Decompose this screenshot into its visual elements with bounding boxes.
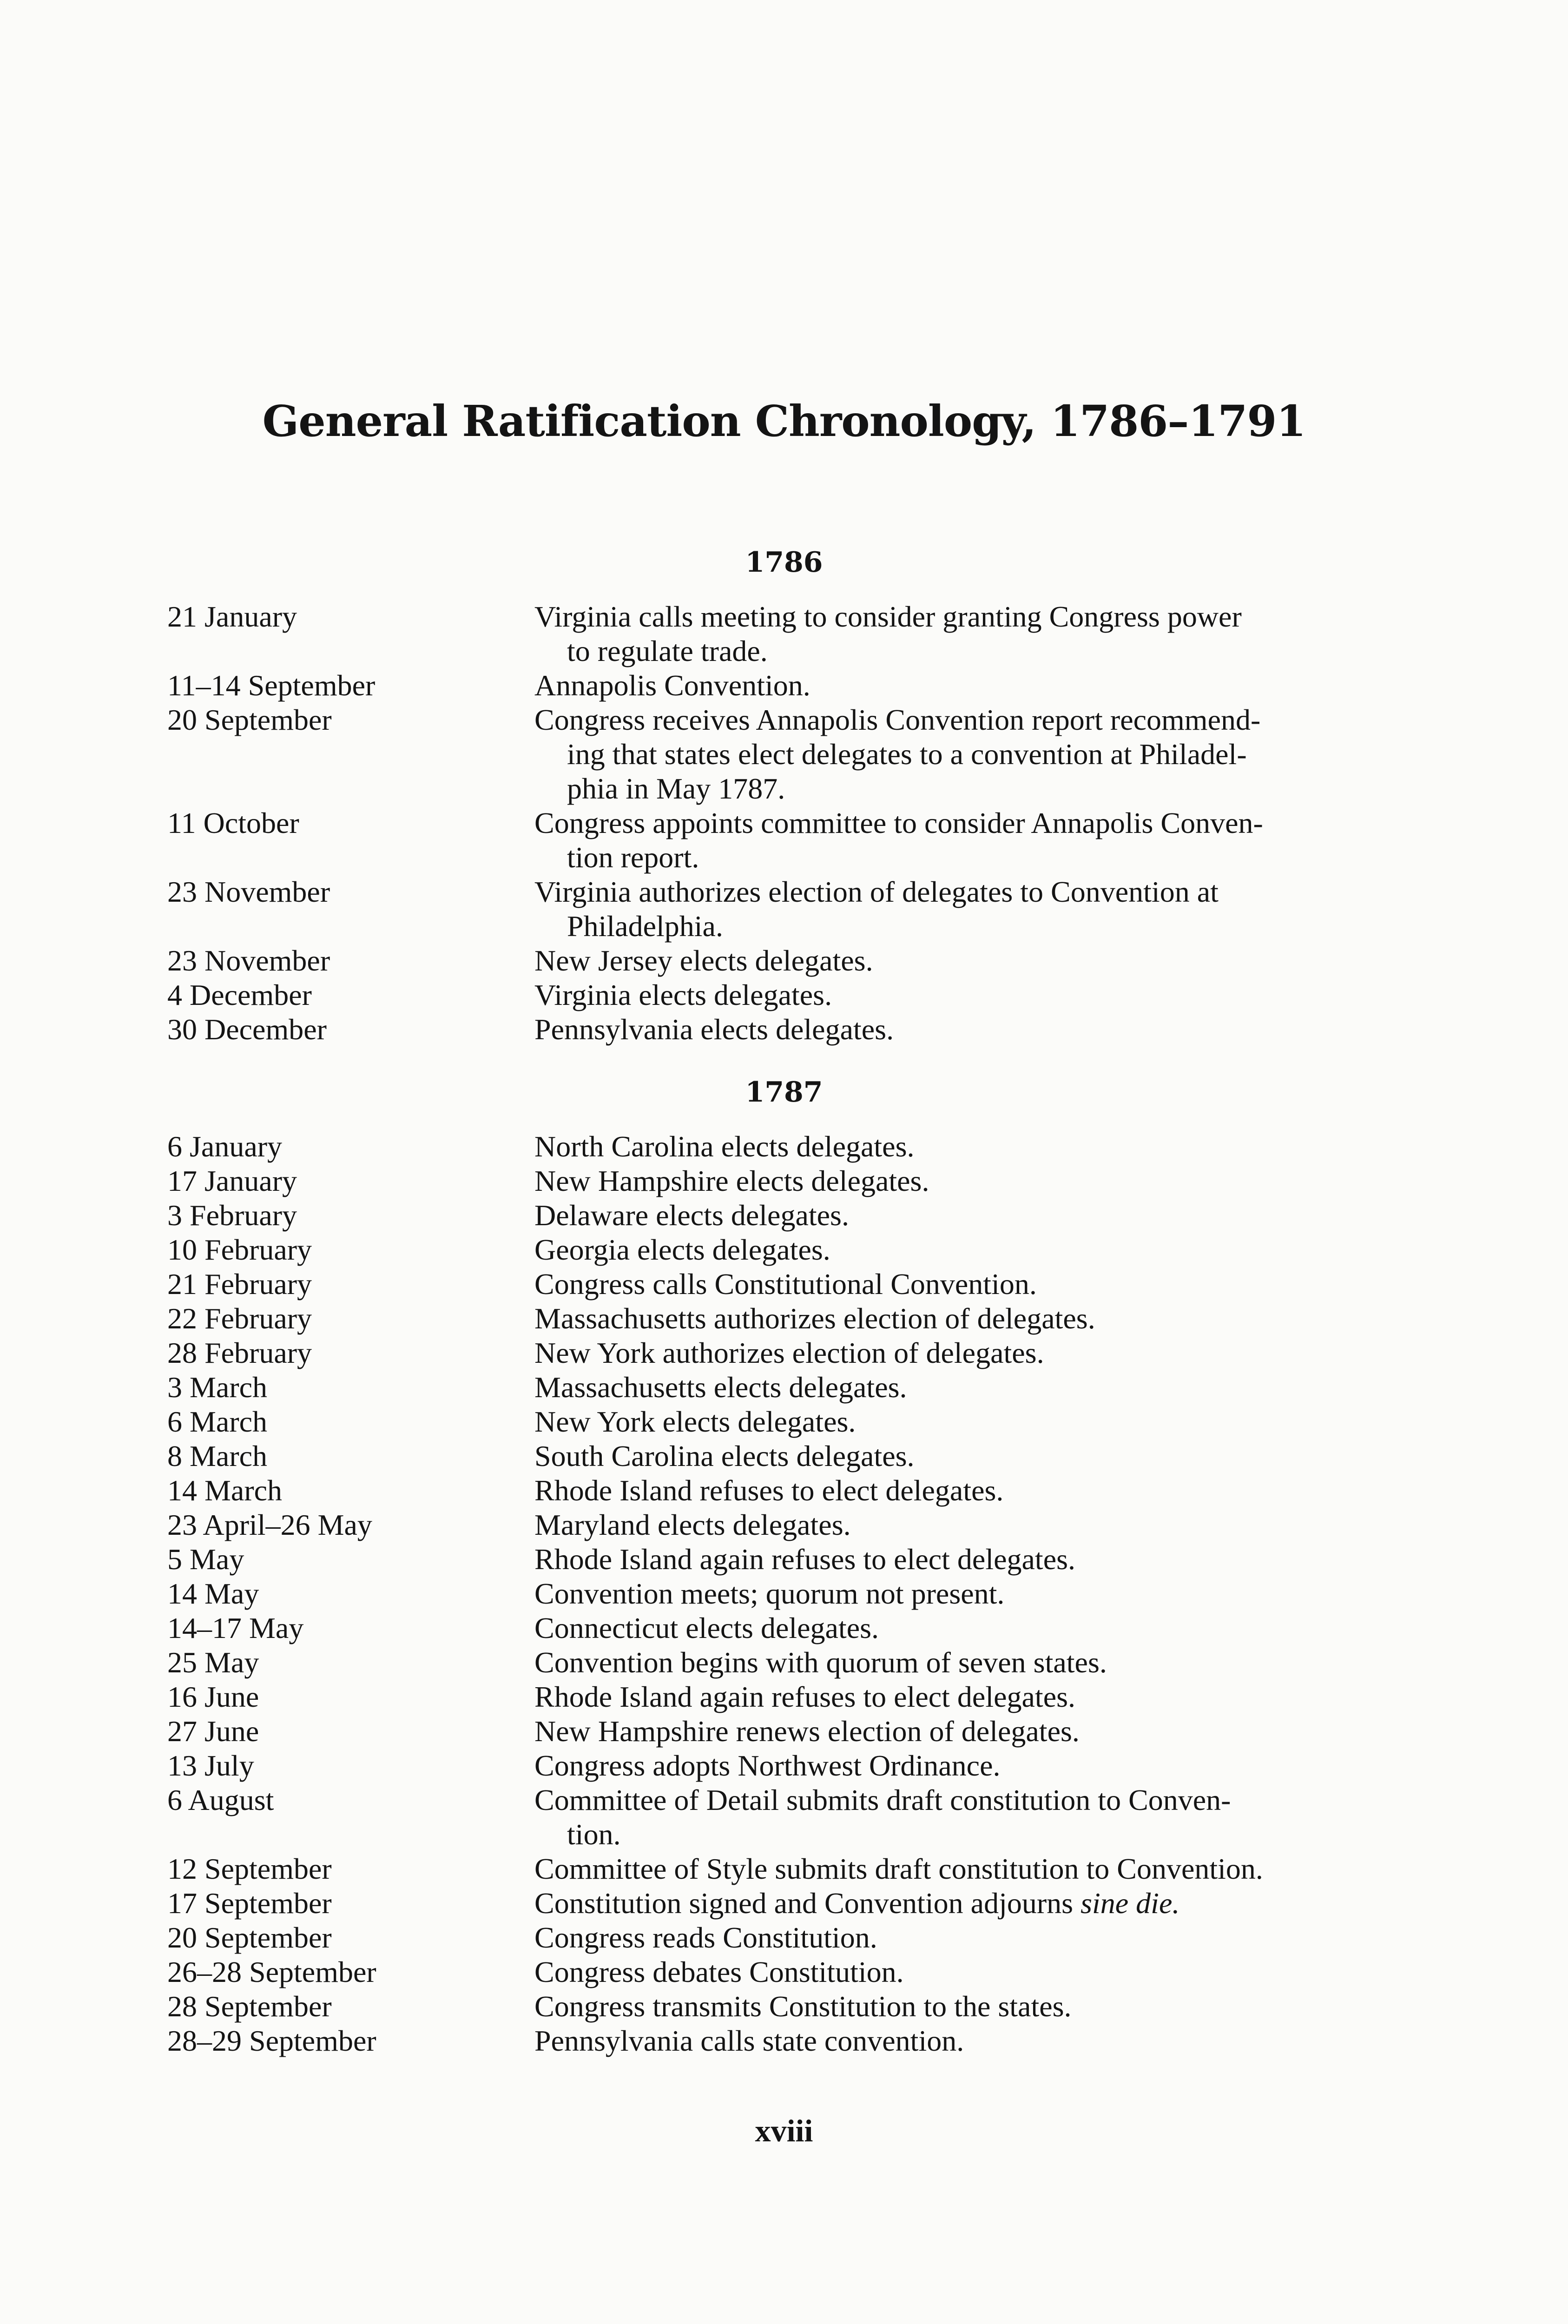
entry-description <box>534 1198 1366 1233</box>
entry-date: 22 February <box>167 1302 312 1335</box>
description-line <box>534 978 1366 1012</box>
entry-description <box>534 2024 1366 2058</box>
latin-phrase: sine die. <box>1080 1887 1180 1920</box>
entry-date: 21 February <box>167 1268 312 1301</box>
entry-description <box>534 1611 1366 1645</box>
chronology-entry <box>167 1542 1366 1577</box>
chronology-entry <box>167 1749 1366 1783</box>
section-year: 1787 <box>745 1076 823 1109</box>
chronology-entry <box>167 1886 1366 1921</box>
description-line <box>534 1198 1366 1233</box>
description-line <box>534 1886 1366 1921</box>
chronology-entry <box>167 1989 1366 2024</box>
entry-date: 17 January <box>167 1164 297 1197</box>
description-line <box>534 1405 1366 1439</box>
chronology-entry <box>167 944 1366 978</box>
description-text: Virginia elects delegates. <box>534 978 832 1011</box>
description-line <box>534 1611 1366 1645</box>
entry-description <box>534 1508 1366 1542</box>
entry-description <box>534 1129 1366 1164</box>
entry-date: 8 March <box>167 1439 268 1472</box>
entry-date: 28–29 September <box>167 2024 376 2057</box>
description-text: Congress transmits Constitution to the states. <box>534 1990 1072 2023</box>
entry-date: 11–14 September <box>167 669 376 702</box>
chronology-entry <box>167 1714 1366 1749</box>
entry-date: 4 December <box>167 978 312 1011</box>
entry-description <box>534 1577 1366 1611</box>
description-line <box>534 1989 1366 2024</box>
entry-date: 23 November <box>167 944 330 977</box>
description-text: tion report. <box>567 841 699 874</box>
entry-date: 23 November <box>167 875 330 908</box>
entry-date: 6 March <box>167 1405 268 1438</box>
entry-description <box>534 1989 1366 2024</box>
entry-date: 30 December <box>167 1013 327 1046</box>
entry-description <box>534 703 1366 806</box>
chronology-entry <box>167 1852 1366 1886</box>
entry-date: 17 September <box>167 1887 332 1920</box>
description-text: Convention meets; quorum not present. <box>534 1577 1005 1610</box>
description-text: Pennsylvania elects delegates. <box>534 1013 894 1046</box>
description-line <box>534 1439 1366 1473</box>
description-text: Rhode Island again refuses to elect delegates. <box>534 1680 1075 1713</box>
description-line <box>534 2024 1366 2058</box>
description-text: Annapolis Convention. <box>534 669 810 702</box>
entry-description <box>534 1336 1366 1370</box>
entry-date: 16 June <box>167 1680 259 1713</box>
description-text: Rhode Island refuses to elect delegates. <box>534 1474 1004 1507</box>
entry-description <box>534 944 1366 978</box>
page-title: General Ratification Chronology, 1786–1791 <box>262 396 1306 446</box>
description-text: Maryland elects delegates. <box>534 1508 851 1541</box>
chronology-entry <box>167 703 1366 806</box>
entry-description <box>534 875 1366 944</box>
description-line <box>534 1921 1366 1955</box>
description-text: Rhode Island again refuses to elect delegates. <box>534 1543 1075 1576</box>
section-year: 1786 <box>745 546 823 579</box>
entry-description <box>534 1439 1366 1473</box>
description-line <box>534 1817 1366 1852</box>
description-text: New Hampshire renews election of delegates. <box>534 1715 1080 1748</box>
entry-date: 28 February <box>167 1336 312 1369</box>
chronology-entry <box>167 1370 1366 1405</box>
entry-date: 3 February <box>167 1199 297 1232</box>
chronology-entry <box>167 1680 1366 1714</box>
description-line <box>534 1370 1366 1405</box>
description-line <box>534 875 1366 909</box>
description-text: Congress appoints committee to consider Annapolis Conven- <box>534 806 1263 839</box>
description-text: Congress receives Annapolis Convention report recommend- <box>534 703 1261 736</box>
description-text: phia in May 1787. <box>567 772 785 805</box>
chronology-entry <box>167 668 1366 703</box>
description-text: Virginia authorizes election of delegates to Convention at <box>534 875 1219 908</box>
description-text: tion. <box>567 1818 621 1851</box>
description-text: Committee of Style submits draft constitution to Convention. <box>534 1852 1263 1885</box>
description-line <box>534 634 1366 668</box>
description-text: ing that states elect delegates to a convention at Philadel- <box>567 738 1247 771</box>
entry-description <box>534 978 1366 1012</box>
description-text: Congress debates Constitution. <box>534 1955 904 1988</box>
description-text: Connecticut elects delegates. <box>534 1611 879 1644</box>
description-line <box>534 806 1366 840</box>
description-line <box>534 1473 1366 1508</box>
chronology-entry <box>167 1783 1366 1852</box>
description-line <box>534 1714 1366 1749</box>
description-line <box>534 1233 1366 1267</box>
description-text: to regulate trade. <box>567 634 768 667</box>
chronology-entry <box>167 1508 1366 1542</box>
entry-description <box>534 1370 1366 1405</box>
entry-description <box>534 1886 1366 1921</box>
description-line <box>534 1645 1366 1680</box>
entry-date: 11 October <box>167 806 299 839</box>
description-line <box>534 1783 1366 1817</box>
entry-description <box>534 1267 1366 1301</box>
description-line <box>534 600 1366 634</box>
entry-description <box>534 1921 1366 1955</box>
chronology-entry <box>167 1473 1366 1508</box>
description-line <box>534 1852 1366 1886</box>
entry-description <box>534 1301 1366 1336</box>
entry-date: 23 April–26 May <box>167 1508 372 1541</box>
chronology-entry <box>167 1921 1366 1955</box>
entry-date: 5 May <box>167 1543 244 1576</box>
description-line <box>534 1301 1366 1336</box>
entry-description <box>534 1680 1366 1714</box>
description-text: South Carolina elects delegates. <box>534 1439 915 1472</box>
entry-date: 6 January <box>167 1130 283 1163</box>
entry-date: 10 February <box>167 1233 312 1266</box>
description-text: New York authorizes election of delegates. <box>534 1336 1044 1369</box>
entry-description <box>534 1955 1366 1989</box>
chronology-entry <box>167 1405 1366 1439</box>
chronology-entry <box>167 1267 1366 1301</box>
description-line <box>534 703 1366 737</box>
description-line <box>534 1955 1366 1989</box>
page-number: xviii <box>755 2113 813 2148</box>
entry-date: 14 March <box>167 1474 283 1507</box>
entry-date: 14 May <box>167 1577 259 1610</box>
chronology-entry <box>167 1577 1366 1611</box>
chronology-entry <box>167 806 1366 875</box>
entry-description <box>534 1473 1366 1508</box>
chronology-entry <box>167 1129 1366 1164</box>
entry-date: 27 June <box>167 1715 259 1748</box>
entry-description <box>534 1783 1366 1852</box>
description-line <box>534 1336 1366 1370</box>
chronology-entry <box>167 1012 1366 1047</box>
description-line <box>534 840 1366 875</box>
chronology-entry <box>167 1233 1366 1267</box>
description-text: Philadelphia. <box>567 910 723 943</box>
entry-description <box>534 1749 1366 1783</box>
chronology-entry <box>167 1336 1366 1370</box>
description-text: Convention begins with quorum of seven states. <box>534 1646 1107 1679</box>
entry-description <box>534 1714 1366 1749</box>
chronology-entry <box>167 1955 1366 1989</box>
entry-date: 12 September <box>167 1852 332 1885</box>
entry-description <box>534 668 1366 703</box>
chronology-entry <box>167 1164 1366 1198</box>
entry-date: 28 September <box>167 1990 332 2023</box>
entry-date: 14–17 May <box>167 1611 304 1644</box>
description-text: Congress adopts Northwest Ordinance. <box>534 1749 1001 1782</box>
entry-description <box>534 1852 1366 1886</box>
description-text: Delaware elects delegates. <box>534 1199 849 1232</box>
description-text: North Carolina elects delegates. <box>534 1130 915 1163</box>
description-text: New York elects delegates. <box>534 1405 856 1438</box>
description-text: New Hampshire elects delegates. <box>534 1164 929 1197</box>
description-text: Constitution signed and Convention adjourns <box>534 1887 1074 1920</box>
chronology-entry <box>167 2024 1366 2058</box>
entry-date: 3 March <box>167 1371 268 1404</box>
description-line <box>534 1267 1366 1301</box>
entry-date: 6 August <box>167 1783 274 1816</box>
entry-description <box>534 1542 1366 1577</box>
description-line <box>534 944 1366 978</box>
description-line <box>534 668 1366 703</box>
description-text: New Jersey elects delegates. <box>534 944 873 977</box>
entry-description <box>534 1164 1366 1198</box>
description-line <box>534 772 1366 806</box>
description-line <box>534 1164 1366 1198</box>
chronology-entry <box>167 1439 1366 1473</box>
description-line <box>534 1508 1366 1542</box>
description-text: Georgia elects delegates. <box>534 1233 830 1266</box>
chronology-entry <box>167 978 1366 1012</box>
entry-date: 20 September <box>167 1921 332 1954</box>
description-line <box>534 1542 1366 1577</box>
description-line <box>534 1680 1366 1714</box>
entry-date: 20 September <box>167 703 332 736</box>
description-text: Pennsylvania calls state convention. <box>534 2024 964 2057</box>
entry-description <box>534 1645 1366 1680</box>
entry-description <box>534 600 1366 668</box>
entry-description <box>534 806 1366 875</box>
chronology-entry <box>167 1645 1366 1680</box>
chronology-entry <box>167 1301 1366 1336</box>
description-line <box>534 1749 1366 1783</box>
entry-date: 13 July <box>167 1749 254 1782</box>
entry-description <box>534 1012 1366 1047</box>
chronology-entry <box>167 600 1366 668</box>
entry-date: 21 January <box>167 600 297 633</box>
entry-date: 26–28 September <box>167 1955 376 1988</box>
chronology-entry <box>167 1198 1366 1233</box>
entry-description <box>534 1405 1366 1439</box>
description-line <box>534 1577 1366 1611</box>
description-line <box>534 909 1366 944</box>
description-text: Virginia calls meeting to consider granting Congress power <box>534 600 1242 633</box>
description-text: Congress reads Constitution. <box>534 1921 877 1954</box>
entry-description <box>534 1233 1366 1267</box>
entry-date: 25 May <box>167 1646 259 1679</box>
description-line <box>534 1012 1366 1047</box>
description-line <box>534 1129 1366 1164</box>
description-line <box>534 737 1366 772</box>
chronology-entry <box>167 875 1366 944</box>
description-text: Congress calls Constitutional Convention. <box>534 1268 1037 1301</box>
chronology-entry <box>167 1611 1366 1645</box>
description-text: Massachusetts authorizes election of delegates. <box>534 1302 1095 1335</box>
description-text: Massachusetts elects delegates. <box>534 1371 907 1404</box>
description-text: Committee of Detail submits draft constitution to Conven- <box>534 1783 1231 1816</box>
